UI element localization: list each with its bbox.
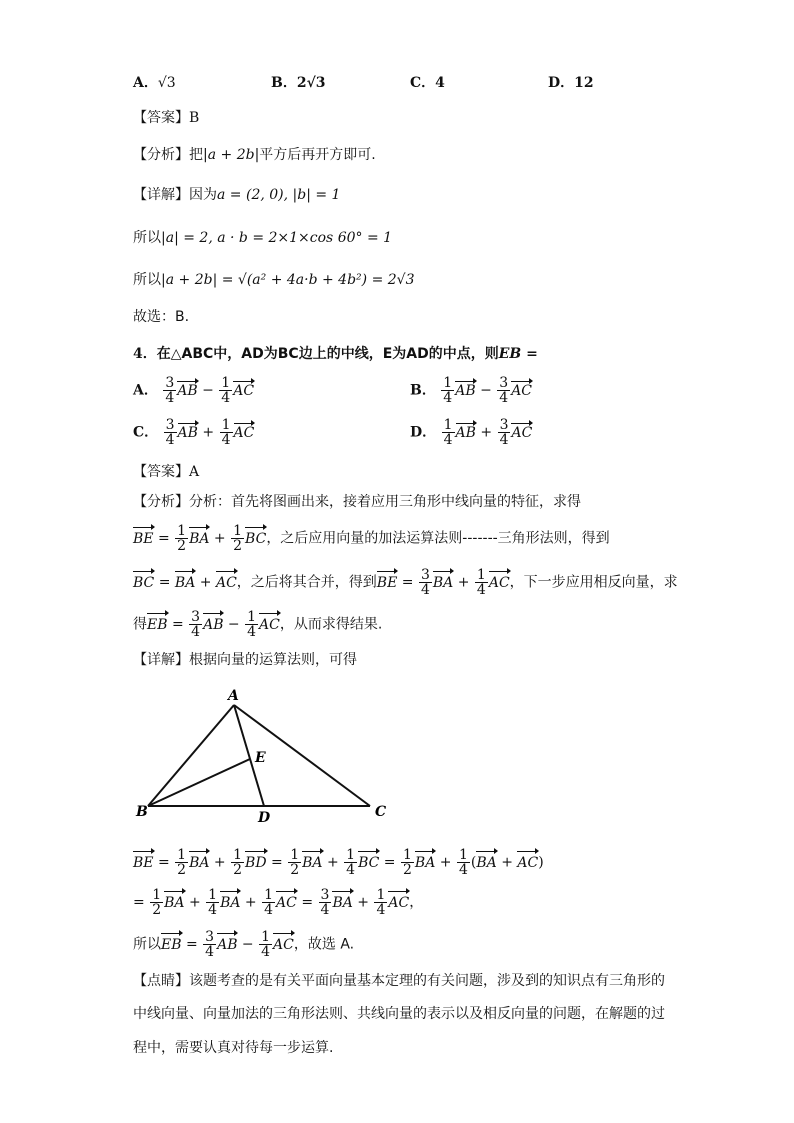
detail-math: |a| = 2, a · b = 2×1×cos 60° = 1 [161, 230, 393, 246]
option-label: C． [410, 75, 436, 91]
analysis-text: ，从而求得结果. [279, 616, 383, 633]
denominator: 4 [499, 432, 509, 448]
detail-math: |a + 2b| = √(a² + 4a·b + 4b²) = 2√3 [161, 272, 415, 288]
numerator: 3 [499, 417, 509, 433]
denominator: 4 [499, 390, 509, 406]
q4-derivation-2: = $\frac{1}{2}$ BA + $\frac{1}{4}$ BA + $\frac{1}{4}$ AC = $\frac{3}{4}$ BA + $\frac{1}{4}$ AC， [133, 887, 424, 918]
fraction [219, 376, 232, 405]
detail-tag: 【详解】 [133, 652, 189, 668]
q4-comment-1 [133, 971, 665, 991]
label-d: D [258, 810, 271, 826]
option-value: 12 [574, 75, 594, 91]
analysis-tag: 【分析】 [133, 494, 189, 510]
segment-be [148, 759, 250, 806]
fraction [441, 376, 454, 405]
option-value: 2√3 [296, 75, 326, 91]
denominator: 4 [221, 432, 231, 448]
detail-tag: 【详解】 [133, 187, 189, 203]
q3-option-a [133, 72, 176, 92]
q4-option-c [133, 418, 254, 447]
q3-option-d [548, 72, 594, 92]
analysis-text: 得 [133, 616, 147, 633]
label-a: A [228, 688, 239, 704]
triangle-figure [130, 680, 400, 830]
q3-conclusion: 故选：B. [133, 309, 190, 325]
fraction [498, 418, 511, 447]
denominator: 4 [443, 390, 453, 406]
answer-value: B [189, 110, 200, 126]
q4-comment-2: 中线向量、向量加法的三角形法则、共线向量的表示以及相反向量的问题，在解题的过 [133, 1006, 665, 1022]
side-ab [148, 705, 234, 806]
denominator: 4 [165, 390, 175, 406]
q3-analysis [133, 145, 376, 165]
vector: AC [511, 424, 533, 441]
vector: AB [177, 382, 198, 399]
q4-analysis-1 [133, 492, 581, 512]
label-e: E [255, 750, 266, 766]
q3-option-b [271, 72, 326, 92]
fraction [163, 376, 176, 405]
q4-option-a [133, 376, 254, 405]
question-number: 4． [133, 346, 157, 362]
vector: AC [233, 424, 255, 441]
answer-tag: 【答案】 [133, 464, 189, 480]
q3-detail [133, 185, 340, 205]
q3-option-c [410, 72, 445, 92]
vector: AB [455, 424, 476, 441]
analysis-text: ，下一步应用相反向量，求 [509, 574, 678, 591]
option-label: B． [271, 75, 297, 91]
detail-text: 所以 [133, 272, 161, 288]
option-label: B． [410, 382, 436, 399]
denominator: 4 [443, 432, 453, 448]
operator: + [202, 424, 215, 441]
option-label: D． [548, 75, 575, 91]
option-label: C． [133, 424, 159, 441]
option-value: 4 [435, 75, 445, 91]
q4-answer [133, 462, 199, 482]
q3-detail-line-3 [133, 270, 415, 290]
numerator: 1 [443, 375, 453, 391]
question-target: EB = [498, 346, 538, 362]
numerator: 3 [165, 417, 175, 433]
q4-analysis-3: BC = BA + AC，之后将其合并，得到BE = $\frac{3}{4}$ BA + $\frac{1}{4}$ AC，下一步应用相反向量，求 [133, 567, 678, 598]
numerator: 1 [443, 417, 453, 433]
analysis-text: ，之后将其合并，得到 [236, 574, 377, 591]
q4-detail [133, 650, 357, 670]
label-b: B [136, 804, 148, 820]
q4-final: 所以EB = $\frac{3}{4}$ AB − $\frac{1}{4}$ AC，故选 A. [133, 929, 355, 960]
comment-text: 该题考查的是有关平面向量基本定理的有关问题，涉及到的知识点有三角形的 [189, 973, 665, 989]
q4-analysis-2: BE = $\frac{1}{2}$ BA + $\frac{1}{2}$ BC，之后应用向量的加法运算法则-------三角形法则，得到 [133, 523, 610, 554]
q4-stem [133, 344, 538, 364]
denominator: 4 [221, 390, 231, 406]
option-label: D． [410, 424, 437, 441]
detail-math: a = (2, 0), |b| = 1 [217, 187, 341, 203]
operator: + [480, 424, 493, 441]
final-text: 所以 [133, 936, 161, 953]
q3-detail-line-2 [133, 228, 392, 248]
denominator: 4 [165, 432, 175, 448]
analysis-text: 分析：首先将图画出来，接着应用三角形中线向量的特征，求得 [189, 494, 581, 510]
vector: AC [511, 382, 533, 399]
vector: AB [177, 424, 198, 441]
numerator: 1 [221, 417, 231, 433]
operator: − [202, 382, 214, 399]
label-c: C [375, 804, 387, 820]
q4-option-b [410, 376, 532, 405]
analysis-text: ，之后应用向量的加法运算法则-------三角形法则，得到 [266, 530, 610, 547]
operator: − [480, 382, 492, 399]
q4-comment-3: 程中，需要认真对待每一步运算. [133, 1040, 334, 1056]
analysis-math: a + 2b [207, 147, 255, 163]
analysis-text: |平方后再开方即可. [254, 147, 376, 163]
vector: AB [455, 382, 476, 399]
comment-tag: 【点睛】 [133, 973, 189, 989]
q4-option-d [410, 418, 532, 447]
q3-answer [133, 108, 199, 128]
fraction [220, 418, 233, 447]
numerator: 1 [221, 375, 231, 391]
numerator: 3 [499, 375, 509, 391]
option-value: √3 [157, 75, 176, 91]
q4-analysis-4: 得EB = $\frac{3}{4}$ AB − $\frac{1}{4}$ AC，从而求得结果. [133, 609, 383, 640]
detail-text: 因为 [189, 187, 217, 203]
detail-text: 根据向量的运算法则，可得 [189, 652, 357, 668]
detail-text: 所以 [133, 230, 161, 246]
q4-derivation-1: BE = $\frac{1}{2}$ BA + $\frac{1}{2}$ BD = $\frac{1}{2}$ BA + $\frac{1}{4}$ BC = $\frac{1}{2}$ BA + $\frac{1}{4}$ (BA + AC) [133, 847, 544, 878]
punctuation: ， [409, 894, 424, 911]
analysis-tag: 【分析】 [133, 147, 189, 163]
option-label: A． [133, 75, 158, 91]
vector: AC [233, 382, 255, 399]
fraction [497, 376, 510, 405]
option-label: A． [133, 382, 158, 399]
analysis-text: 把| [189, 147, 208, 163]
fraction [442, 418, 455, 447]
fraction [164, 418, 177, 447]
final-text: ，故选 A. [293, 936, 355, 953]
numerator: 3 [165, 375, 175, 391]
question-text: 在△ABC中，AD为BC边上的中线，E为AD的中点，则 [156, 346, 499, 362]
answer-tag: 【答案】 [133, 110, 189, 126]
answer-value: A [189, 464, 200, 480]
